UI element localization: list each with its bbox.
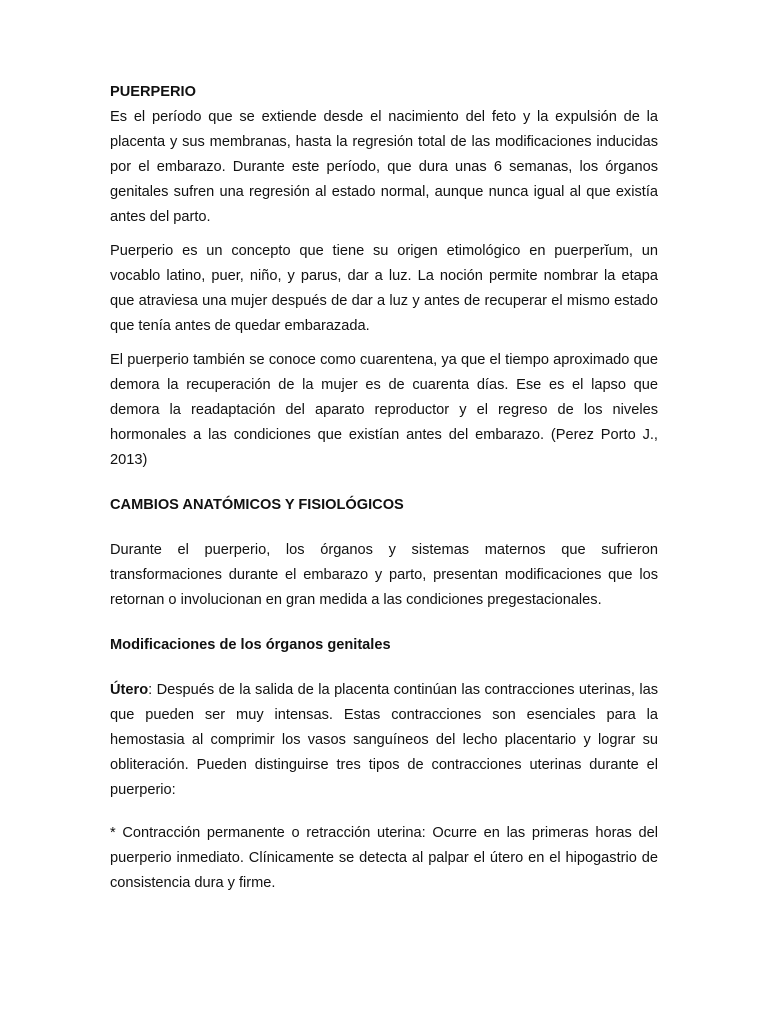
utero-text: : Después de la salida de la placenta continúan las contracciones uterinas, las que pueden ser muy intensas. Estas contracciones son esenciales para la hemostasia al comprimir los vasos sanguíneos del lecho placentario y lograr su obliteración. Pueden distinguirse tres tipos de contracciones uterinas durante el puerperio:: [110, 682, 658, 798]
paragraph-utero: [110, 678, 658, 803]
document-page: [110, 80, 658, 896]
section-heading-puerperio: PUERPERIO: [110, 84, 196, 100]
paragraph-cuarentena: El puerperio también se conoce como cuarentena, ya que el tiempo aproximado que demora la recuperación de la mujer es de cuarenta días. Ese es el lapso que demora la readaptación del aparato reproductor y el regreso de los niveles hormonales a las condiciones que existían antes del embarazo. (Perez Porto J., 2013): [110, 352, 658, 468]
section-heading-cambios: CAMBIOS ANATÓMICOS Y FISIOLÓGICOS: [110, 497, 404, 513]
paragraph-definition: Es el período que se extiende desde el nacimiento del feto y la expulsión de la placenta y sus membranas, hasta la regresión total de las modificaciones inducidas por el embarazo. Durante este período, que dura unas 6 semanas, los órganos genitales sufren una regresión al estado normal, aunque nunca igual al que existía antes del parto.: [110, 109, 658, 225]
utero-label: Útero: [110, 682, 149, 698]
paragraph-etymology: Puerperio es un concepto que tiene su origen etimológico en puerperĭum, un vocablo latino, puer, niño, y parus, dar a luz. La noción permite nombrar la etapa que atraviesa una mujer después de dar a luz y antes de recuperar el mismo estado que tenía antes de quedar embarazada.: [110, 243, 658, 334]
paragraph-contraccion-permanente: * Contracción permanente o retracción uterina: Ocurre en las primeras horas del puerperio inmediato. Clínicamente se detecta al palpar el útero en el hipogastrio de consistencia dura y firme.: [110, 825, 658, 891]
subsection-heading-organos: Modificaciones de los órganos genitales: [110, 637, 391, 653]
paragraph-cambios: Durante el puerperio, los órganos y sistemas maternos que sufrieron transformaciones durante el embarazo y parto, presentan modificaciones que los retornan o involucionan en gran medida a las condiciones pregestacionales.: [110, 542, 658, 608]
